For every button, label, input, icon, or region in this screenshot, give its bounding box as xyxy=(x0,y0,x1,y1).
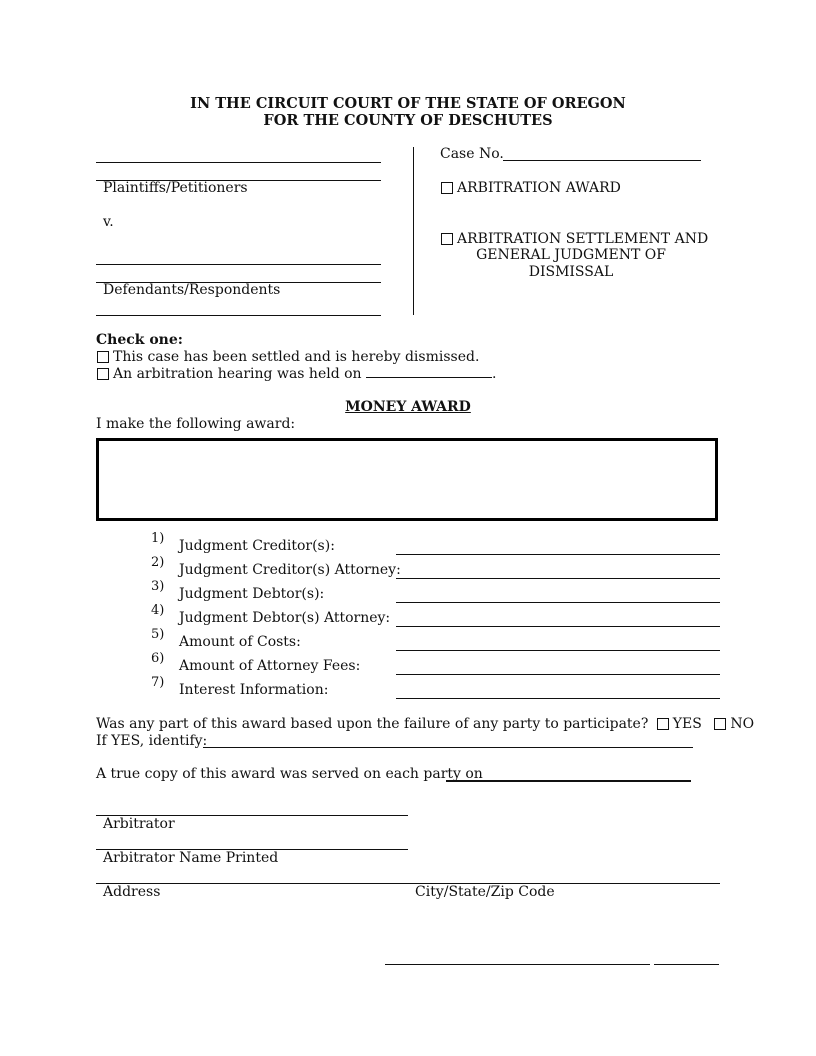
arbitrator-label: Arbitrator xyxy=(103,816,175,832)
settlement-label-line3: DISMISSAL xyxy=(528,264,614,280)
failure-no-checkbox[interactable] xyxy=(714,718,726,730)
address-label: Address xyxy=(103,884,161,900)
item-number: 2) xyxy=(151,555,165,570)
item-number: 3) xyxy=(151,579,165,594)
caption-divider xyxy=(413,147,414,315)
money-award-heading: MONEY AWARD xyxy=(345,399,471,415)
address-field[interactable] xyxy=(96,883,720,884)
arbitrator-name-label: Arbitrator Name Printed xyxy=(103,850,279,866)
settlement-option[interactable] xyxy=(441,231,708,247)
hearing-date-field[interactable] xyxy=(366,377,492,378)
court-title-line1: IN THE CIRCUIT COURT OF THE STATE OF OREGON xyxy=(190,95,626,112)
defendant-line-1[interactable] xyxy=(96,264,381,265)
check-one-heading: Check one: xyxy=(96,332,183,348)
arbitration-award-label: ARBITRATION AWARD xyxy=(457,180,621,196)
item-number: 7) xyxy=(151,675,165,690)
footer-line-left xyxy=(385,964,650,965)
costs-field[interactable] xyxy=(396,650,720,651)
failure-yes-label: YES xyxy=(672,716,702,732)
identify-label: If YES, identify: xyxy=(96,733,208,749)
settlement-label-line2: GENERAL JUDGMENT OF xyxy=(476,247,666,263)
defendant-line-3[interactable] xyxy=(96,315,381,316)
plaintiffs-label: Plaintiffs/Petitioners xyxy=(103,180,248,196)
service-text: A true copy of this award was served on each party on xyxy=(96,766,483,782)
settled-checkbox[interactable] xyxy=(97,351,109,363)
case-number-label: Case No. xyxy=(440,146,504,162)
hearing-checkbox[interactable] xyxy=(97,368,109,380)
award-intro: I make the following award: xyxy=(96,416,296,432)
settlement-label-line1: ARBITRATION SETTLEMENT AND xyxy=(457,231,709,247)
creditor-attorney-label: Judgment Creditor(s) Attorney: xyxy=(179,562,401,578)
item-number: 4) xyxy=(151,603,165,618)
court-title-line2: FOR THE COUNTY OF DESCHUTES xyxy=(263,112,553,129)
case-number-field[interactable] xyxy=(503,160,701,161)
failure-yes-checkbox[interactable] xyxy=(657,718,669,730)
arbitration-award-option[interactable] xyxy=(441,180,621,196)
judgment-debtor-label: Judgment Debtor(s): xyxy=(179,586,325,602)
award-text-box[interactable] xyxy=(96,438,718,521)
judgment-creditor-label: Judgment Creditor(s): xyxy=(179,538,335,554)
item-number: 1) xyxy=(151,531,165,546)
identify-field[interactable] xyxy=(203,747,693,748)
item-number: 5) xyxy=(151,627,165,642)
defendants-label: Defendants/Respondents xyxy=(103,282,281,298)
debtor-attorney-label: Judgment Debtor(s) Attorney: xyxy=(179,610,391,626)
interest-field[interactable] xyxy=(396,698,720,699)
attorney-fees-field[interactable] xyxy=(396,674,720,675)
interest-label: Interest Information: xyxy=(179,682,329,698)
settled-label: This case has been settled and is hereby dismissed. xyxy=(113,349,480,365)
costs-label: Amount of Costs: xyxy=(179,634,301,650)
city-state-zip-label: City/State/Zip Code xyxy=(415,884,555,900)
failure-question: Was any part of this award based upon the failure of any party to participate? xyxy=(96,716,649,732)
settled-option[interactable] xyxy=(97,349,479,365)
hearing-label-suffix: . xyxy=(492,366,497,382)
hearing-label: An arbitration hearing was held on xyxy=(113,366,362,382)
creditor-attorney-field[interactable] xyxy=(396,578,720,579)
attorney-fees-label: Amount of Attorney Fees: xyxy=(179,658,361,674)
hearing-option[interactable] xyxy=(97,366,496,382)
plaintiff-line-1[interactable] xyxy=(96,162,381,163)
item-number: 6) xyxy=(151,651,165,666)
versus-label: v. xyxy=(103,214,114,230)
judgment-creditor-field[interactable] xyxy=(396,554,720,555)
failure-no-label: NO xyxy=(730,716,755,732)
service-date-field[interactable] xyxy=(446,780,691,782)
failure-question-row xyxy=(96,716,754,732)
footer-line-right xyxy=(654,964,719,965)
arbitration-award-checkbox[interactable] xyxy=(441,182,453,194)
settlement-checkbox[interactable] xyxy=(441,233,453,245)
judgment-debtor-field[interactable] xyxy=(396,602,720,603)
debtor-attorney-field[interactable] xyxy=(396,626,720,627)
